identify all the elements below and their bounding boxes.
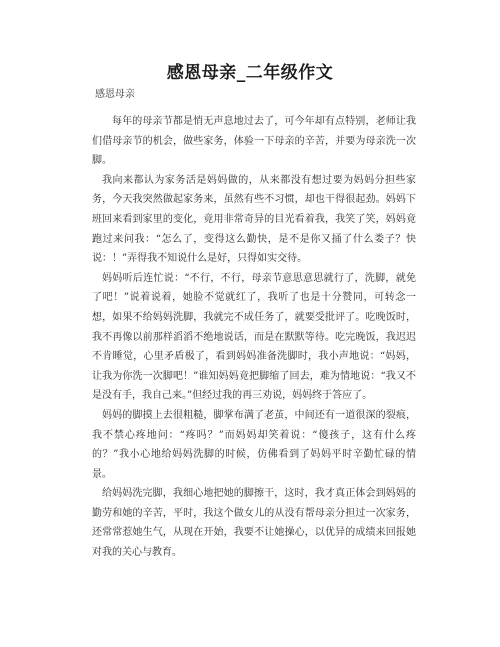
essay-paragraph: 每年的母亲节都是悄无声息地过去了，可今年却有点特别，老师让我们借母亲节的机会，做些家务，体验一下母亲的辛苦，并要为母亲洗一次脚。 (92, 116, 416, 167)
essay-paragraph: 给妈妈洗完脚，我细心地把她的脚擦干，这时，我才真正体会到妈妈的勤劳和她的辛苦，平时，我这个做女儿的从没有帮母亲分担过一次家务，还常常惹她生气，从现在开始，我要不让她操心，以优异的成绩来回报她对我的关心与教育。 (92, 488, 416, 559)
essay-paragraph: 我向来都认为家务活是妈妈做的，从来都没有想过要为妈妈分担些家务，今天我突然做起家务来，虽然有些不习惯，却也干得很起劲。妈妈下班回来看到家里的变化，竟用非常奇异的目光看着我，我笑了笑，妈妈竟跑过来问我：“怎么了，变得这么勤快，是不是你又捅了什么娄子？快说：！”弄得我不知说什么是好，只得如实交待。 (92, 174, 416, 265)
document-title: 感恩母亲_二年级作文 (166, 63, 334, 83)
essay-paragraph: 妈妈听后连忙说：“不行，不行，母亲节意思意思就行了，洗脚，就免了吧！”说着说着，她脸不觉就红了，我听了也是十分赞同，可转念一想，如果不给妈妈洗脚，我就完不成任务了，就要受批评了。吃晚饭时，我不再像以前那样滔滔不绝地说话，而是在默默等待。吃完晚饭，我迟迟不肯睡觉，心里矛盾极了，看到妈妈准备洗脚时，我小声地说：“妈妈，让我为你洗一次脚吧！”谁知妈妈竟把脚缩了回去，难为情地说：“我又不是没有手，我自己来。”但经过我的再三劝说，妈妈终于答应了。 (92, 272, 416, 402)
essay-body (92, 112, 416, 563)
essay-paragraph: 妈妈的脚摸上去很粗糙，脚掌布满了老茧，中间还有一道很深的裂痕，我不禁心疼地问：“疼吗？”而妈妈却笑着说：“傻孩子，这有什么疼的？”我小心地给妈妈洗脚的时候，仿佛看到了妈妈平时辛勤忙碌的情景。 (92, 409, 416, 480)
document-subtitle: 感恩母亲 (95, 89, 135, 100)
